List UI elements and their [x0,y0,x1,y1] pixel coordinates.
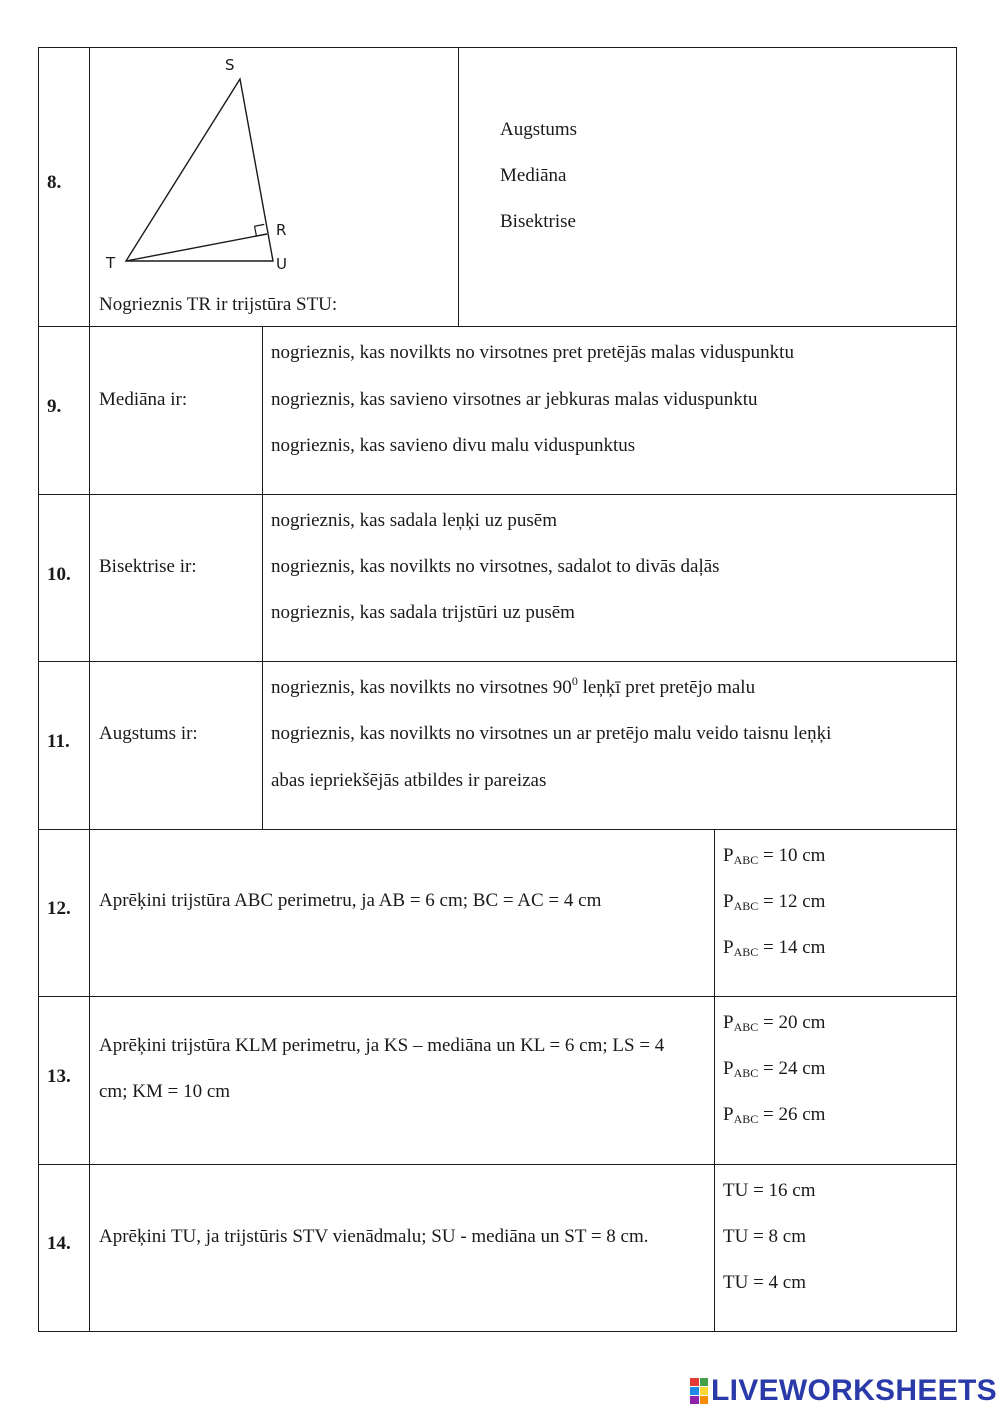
answer-option[interactable]: $P_{ABC} = 10$ cm [723,845,826,867]
answer-option[interactable]: TU = 4 cm [723,1272,807,1293]
answer-option[interactable]: abas iepriekšējās atbildes ir pareizas [271,770,547,791]
answer-option[interactable]: Mediāna [500,165,567,186]
answer-option[interactable]: $P_{ABC} = 20$ cm [723,1012,826,1034]
answer-option[interactable]: $P_{ABC} = 26$ cm [723,1104,826,1126]
vertex-label-r: R [276,221,287,239]
answer-option[interactable]: nogrieznis, kas sadala trijstūri uz pusēm [271,602,575,623]
vertex-label-t: T [106,254,116,272]
question-text: Bisektrise ir: [99,556,197,577]
answer-option[interactable]: nogrieznis, kas sadala leņķi uz pusēm [271,510,557,531]
triangle-stu [126,79,273,261]
answer-option[interactable]: $P_{ABC} = 14$ cm [723,937,826,959]
logo-text: LIVEWORKSHEETS [711,1374,997,1407]
question-text: Nogrieznis TR ir trijstūra STU: [99,294,338,315]
answer-option[interactable]: TU = 8 cm [723,1226,807,1247]
vertex-label-s: S [225,56,235,74]
answer-option[interactable]: nogrieznis, kas savieno virsotnes ar jebkuras malas viduspunktu [271,389,758,410]
segment-tr [126,234,267,261]
question-text: Augstums ir: [99,723,198,744]
question-number: 13. [47,1066,71,1087]
question-number: 9. [47,396,62,417]
answer-option[interactable]: nogrieznis, kas savieno divu malu viduspunktus [271,435,636,456]
answer-option[interactable]: TU = 16 cm [723,1180,816,1201]
question-text-line-2: cm; KM = 10 cm [99,1081,231,1102]
question-text: Aprēķini TU, ja trijstūris STV vienādmalu; SU - mediāna un ST = 8 cm. [99,1226,649,1247]
vertex-label-u: U [276,255,287,273]
question-number: 12. [47,898,71,919]
question-number: 11. [47,731,70,752]
liveworksheets-logo [690,1374,997,1408]
question-text: Aprēķini trijstūra ABC perimetru, ja AB = 6 cm; BC = AC = 4 cm [99,890,602,911]
answer-option[interactable]: nogrieznis, kas novilkts no virsotnes, sadalot to divās daļās [271,556,720,577]
question-text: Mediāna ir: [99,389,188,410]
answer-option[interactable]: nogrieznis, kas novilkts no virsotnes pret pretējās malas viduspunktu [271,342,794,363]
triangle-stu-figure [100,52,320,282]
logo-grid-icon [690,1378,708,1404]
answer-option[interactable]: Bisektrise [500,211,576,232]
question-number: 8. [47,172,62,193]
answer-option[interactable]: nogrieznis, kas novilkts no virsotnes un ar pretējo malu veido taisnu leņķi [271,723,832,744]
question-number: 10. [47,564,71,585]
answer-option[interactable]: $P_{ABC} = 24$ cm [723,1058,826,1080]
answer-option[interactable]: Augstums [500,119,578,140]
answer-option[interactable]: nogrieznis, kas novilkts no virsotnes $90^0$ leņķī pret pretējo malu [271,674,756,698]
question-number: 14. [47,1233,71,1254]
question-text-line-1: Aprēķini trijstūra KLM perimetru, ja KS – mediāna un KL = 6 cm; LS = 4 [99,1035,665,1056]
answer-option[interactable]: $P_{ABC} = 12$ cm [723,891,826,913]
